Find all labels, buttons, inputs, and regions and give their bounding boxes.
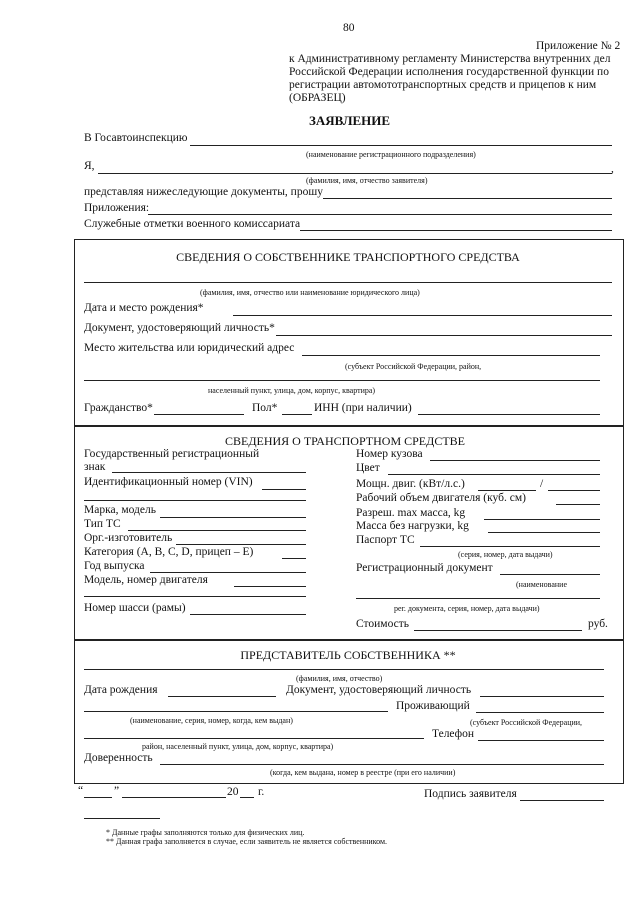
appendix-line-1: к Административному регламенту Министерства внутренних дел xyxy=(289,53,611,65)
veh-power-slash: / xyxy=(540,478,544,490)
veh-reg-sign-line[interactable] xyxy=(112,472,306,473)
attach-line[interactable] xyxy=(148,214,612,215)
owner-address-line[interactable] xyxy=(302,355,600,356)
gai-line[interactable] xyxy=(190,145,612,146)
rep-lives-line[interactable] xyxy=(476,712,604,713)
veh-max-mass-line[interactable] xyxy=(484,519,600,520)
veh-type-label: Тип ТС xyxy=(84,518,121,530)
rep-id-line-2[interactable] xyxy=(84,711,388,712)
rep-proxy-label: Доверенность xyxy=(84,752,153,764)
veh-chassis-line[interactable] xyxy=(190,614,306,615)
veh-empty-mass-line[interactable] xyxy=(488,532,600,533)
veh-year-line[interactable] xyxy=(150,572,306,573)
veh-power-hp-line[interactable] xyxy=(548,490,600,491)
veh-power-kw-line[interactable] xyxy=(478,490,536,491)
veh-cost-label: Стоимость xyxy=(356,618,409,630)
veh-color-line[interactable] xyxy=(388,474,600,475)
appendix-line-4: (ОБРАЗЕЦ) xyxy=(289,92,346,104)
veh-vin-label: Идентификационный номер (VIN) xyxy=(84,476,253,488)
veh-reg-doc-hint: (наименование xyxy=(516,580,568,589)
veh-empty-mass-label: Масса без нагрузки, kg xyxy=(356,520,469,532)
page-number: 80 xyxy=(343,22,355,34)
rep-title: ПРЕДСТАВИТЕЛЬ СОБСТВЕННИКА ** xyxy=(240,648,456,662)
gai-hint: (наименование регистрационного подразделения) xyxy=(306,150,476,159)
veh-manufacturer-line[interactable] xyxy=(176,544,306,545)
owner-region-hint: (субъект Российской Федерации, район, xyxy=(345,362,482,371)
appendix-line-3: регистрации автомототранспортных средств и прицепов к ним xyxy=(289,79,597,91)
veh-power-label: Мощн. двиг. (кВт/л.с.) xyxy=(356,478,465,490)
veh-category-label: Категория (А, В, С, D, прицеп – Е) xyxy=(84,546,254,558)
ya-hint: (фамилия, имя, отчество заявителя) xyxy=(306,176,428,185)
appendix-line-2: Российской Федерации исполнения государственной функции по xyxy=(289,66,609,78)
rep-street-hint: район, населенный пункт, улица, дом, корпус, квартира) xyxy=(142,742,334,751)
owner-address-line-2[interactable] xyxy=(84,380,600,381)
veh-engine-line[interactable] xyxy=(234,586,306,587)
owner-sex-label: Пол* xyxy=(252,402,278,414)
owner-birth-line[interactable] xyxy=(233,315,612,316)
document-title: ЗАЯВЛЕНИЕ xyxy=(309,113,391,128)
docs-line[interactable] xyxy=(323,198,612,199)
veh-passport-label: Паспорт ТС xyxy=(356,534,415,546)
vehicle-title: СВЕДЕНИЯ О ТРАНСПОРТНОМ СРЕДСТВЕ xyxy=(224,434,465,448)
attach-label: Приложения: xyxy=(84,202,150,214)
veh-make-label: Марка, модель xyxy=(84,504,156,516)
appendix-number: Приложение № 2 xyxy=(536,40,621,52)
veh-engine-line-2[interactable] xyxy=(84,596,306,597)
owner-inn-label: ИНН (при наличии) xyxy=(314,402,412,414)
veh-reg-doc-label: Регистрационный документ xyxy=(356,562,493,574)
owner-sex-line[interactable] xyxy=(282,414,312,415)
veh-type-line[interactable] xyxy=(128,530,306,531)
veh-category-line[interactable] xyxy=(282,558,306,559)
owner-inn-line[interactable] xyxy=(418,414,600,415)
veh-reg-doc-line-2[interactable] xyxy=(356,598,600,599)
veh-cost-line[interactable] xyxy=(414,630,582,631)
veh-year-label: Год выпуска xyxy=(84,560,145,572)
veh-volume-line[interactable] xyxy=(556,504,600,505)
veh-max-mass-label: Разреш. max масса, kg xyxy=(356,507,466,519)
date-year-suffix: г. xyxy=(258,786,265,798)
rep-region-hint: (субъект Российской Федерации, xyxy=(470,718,583,727)
veh-make-line[interactable] xyxy=(160,517,306,518)
footnote-1: * Данные графы заполняются только для физических лиц. xyxy=(106,828,305,837)
owner-citizenship-label: Гражданство* xyxy=(84,402,153,414)
rep-id-label: Документ, удостоверяющий личность xyxy=(286,684,472,696)
gai-label: В Госавтоинспекцию xyxy=(84,132,188,144)
date-year-prefix: 20 xyxy=(227,786,239,798)
date-day-line[interactable] xyxy=(84,797,112,798)
veh-reg-doc-hint-2: рег. документа, серия, номер, дата выдачи) xyxy=(394,604,540,613)
docs-label: представляя нижеследующие документы, прошу xyxy=(84,186,323,198)
veh-chassis-label: Номер шасси (рамы) xyxy=(84,602,186,614)
veh-reg-sign-label-2: знак xyxy=(84,461,106,473)
signature-label: Подпись заявителя xyxy=(424,788,517,800)
date-month-line[interactable] xyxy=(122,797,226,798)
ya-line[interactable] xyxy=(98,173,612,174)
rep-address-line[interactable] xyxy=(84,738,424,739)
owner-name-hint: (фамилия, имя, отчество или наименование юридического лица) xyxy=(200,288,420,297)
owner-id-line[interactable] xyxy=(276,335,612,336)
rep-lives-label: Проживающий xyxy=(396,700,470,712)
owner-citizenship-line[interactable] xyxy=(154,414,244,415)
military-label: Служебные отметки военного комиссариата xyxy=(84,218,301,230)
veh-body-label: Номер кузова xyxy=(356,448,423,460)
footnote-divider xyxy=(84,818,160,819)
rep-id-line[interactable] xyxy=(480,696,604,697)
rep-proxy-line[interactable] xyxy=(160,764,604,765)
ya-label: Я, xyxy=(84,160,95,172)
date-year-line[interactable] xyxy=(240,797,254,798)
rep-doc-hint: (наименование, серия, номер, когда, кем выдан) xyxy=(130,716,293,725)
veh-vin-line-2[interactable] xyxy=(84,500,306,501)
date-open-quote: “ xyxy=(78,785,84,797)
owner-title: СВЕДЕНИЯ О СОБСТВЕННИКЕ ТРАНСПОРТНОГО СРЕДСТВА xyxy=(176,250,520,264)
veh-body-line[interactable] xyxy=(430,460,600,461)
rep-phone-label: Телефон xyxy=(432,728,475,740)
veh-cost-currency: руб. xyxy=(588,618,608,630)
veh-vin-line[interactable] xyxy=(262,489,306,490)
veh-reg-sign-label-1: Государственный регистрационный xyxy=(84,448,260,460)
veh-volume-label: Рабочий объем двигателя (куб. см) xyxy=(356,492,526,504)
owner-name-line[interactable] xyxy=(84,282,612,283)
footnote-2: ** Данная графа заполняется в случае, если заявитель не является собственником. xyxy=(106,837,388,846)
date-close-quote: ” xyxy=(114,785,120,797)
veh-passport-line[interactable] xyxy=(420,546,600,547)
rep-birth-line[interactable] xyxy=(168,696,276,697)
owner-id-label: Документ, удостоверяющий личность* xyxy=(84,322,275,334)
signature-line[interactable] xyxy=(520,800,604,801)
veh-passport-hint: (серия, номер, дата выдачи) xyxy=(458,550,553,559)
rep-proxy-hint: (когда, кем выдана, номер в реестре (при его наличии) xyxy=(270,768,456,777)
rep-phone-line[interactable] xyxy=(478,740,604,741)
owner-street-hint: населенный пункт, улица, дом, корпус, квартира) xyxy=(208,386,376,395)
veh-color-label: Цвет xyxy=(356,462,380,474)
owner-birth-label: Дата и место рождения* xyxy=(84,302,204,314)
veh-manufacturer-label: Орг.-изготовитель xyxy=(84,532,173,544)
veh-engine-label: Модель, номер двигателя xyxy=(84,574,208,586)
military-line[interactable] xyxy=(300,230,612,231)
rep-name-line[interactable] xyxy=(84,669,604,670)
owner-address-label: Место жительства или юридический адрес xyxy=(84,342,295,354)
rep-birth-label: Дата рождения xyxy=(84,684,158,696)
rep-name-hint: (фамилия, имя, отчество) xyxy=(296,674,383,683)
veh-reg-doc-line[interactable] xyxy=(500,574,600,575)
